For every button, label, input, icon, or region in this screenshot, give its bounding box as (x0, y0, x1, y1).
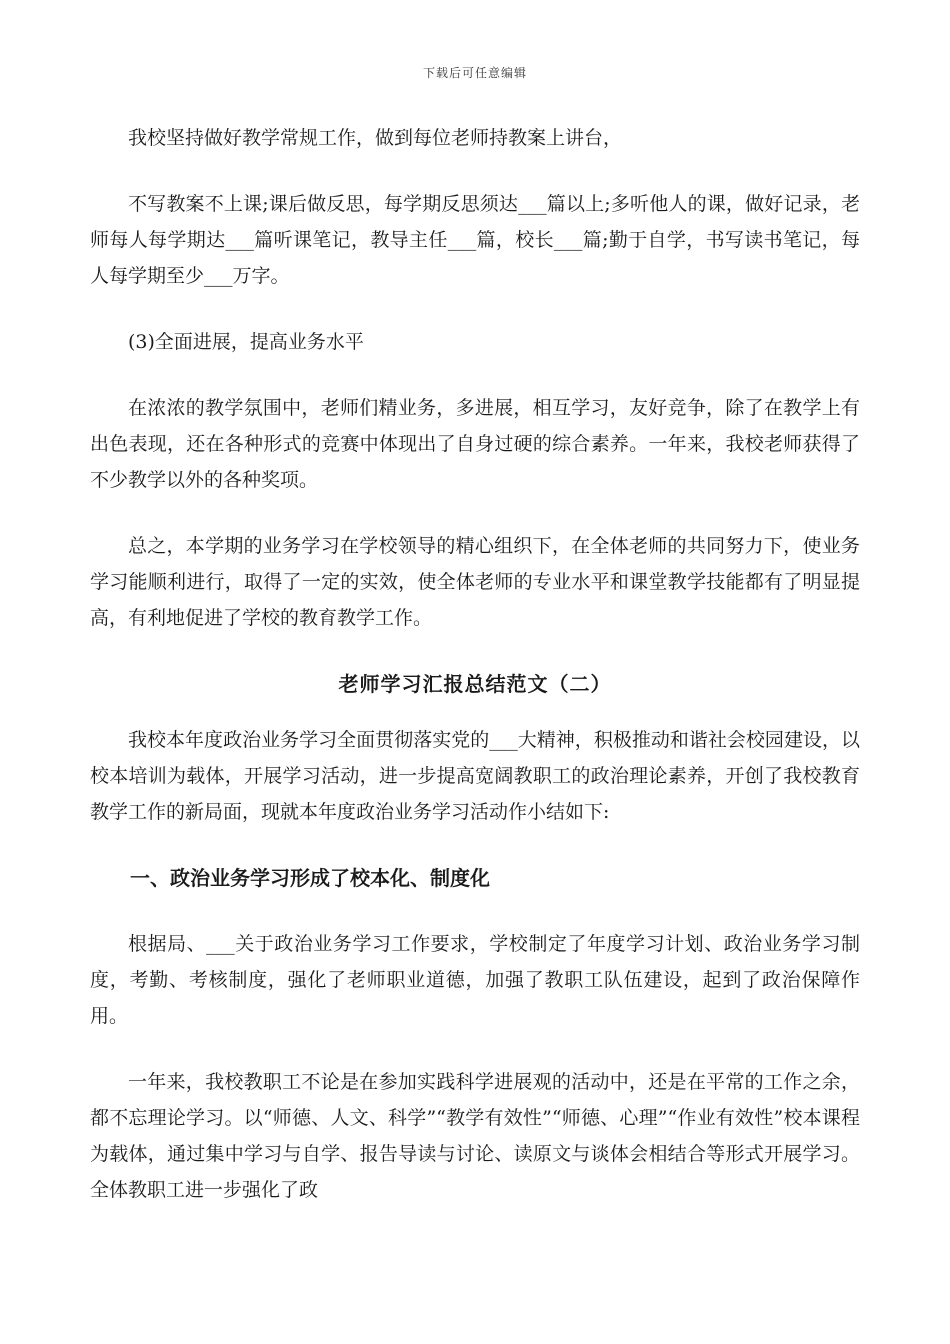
paragraph-summary: 总之，本学期的业务学习在学校领导的精心组织下，在全体老师的共同努力下，使业务学习能顺利进行，取得了一定的实效，使全体老师的专业水平和课堂教学技能都有了明显提高，有利地促进了学校的教育教学工作。 (90, 535, 860, 629)
paragraph-atmosphere: 在浓浓的教学氛围中，老师们精业务，多进展，相互学习，友好竞争，除了在教学上有出色表现，还在各种形式的竞赛中体现出了自身过硬的综合素养。一年来，我校老师获得了不少教学以外的各种奖项。 (90, 397, 860, 491)
document-body (90, 120, 860, 1208)
paragraph-subheading-3: (3)全面进展，提高业务水平 (128, 331, 364, 353)
paragraph-requirements: 根据局、___关于政治业务学习工作要求，学校制定了年度学习计划、政治业务学习制度，考勤、考核制度，强化了老师职业道德，加强了教职工队伍建设，起到了政治保障作用。 (90, 933, 860, 1027)
section-title: 老师学习汇报总结范文（二） (338, 672, 612, 696)
paragraph-teaching-routine: 我校坚持做好教学常规工作，做到每位老师持教案上讲台， (128, 127, 623, 149)
paragraph-lesson-plans: 不写教案不上课;课后做反思，每学期反思须达___篇以上;多听他人的课，做好记录，老师每人每学期达___篇听课笔记，教导主任___篇，校长___篇;勤于自学，书写读书笔记，每人每学期至少___万字。 (90, 193, 860, 287)
page-header: 下载后可任意编辑 (422, 66, 527, 80)
paragraph-intro: 我校本年度政治业务学习全面贯彻落实党的___大精神，积极推动和谐社会校园建设，以校本培训为载体，开展学习活动，进一步提高宽阔教职工的政治理论素养，开创了我校教育教学工作的新局面，现就本年度政治业务学习活动作小结如下: (90, 729, 860, 823)
paragraph-year-review: 一年来，我校教职工不论是在参加实践科学进展观的活动中，还是在平常的工作之余，都不忘理论学习。以“师德、人文、科学”“教学有效性”“师德、心理”“作业有效性”校本课程为载体，通过集中学习与自学、报告导读与讨论、读原文与谈体会相结合等形式开展学习。全体教职工进一步强化了政 (90, 1071, 860, 1201)
heading-section-1: 一、政治业务学习形成了校本化、制度化 (130, 866, 490, 890)
